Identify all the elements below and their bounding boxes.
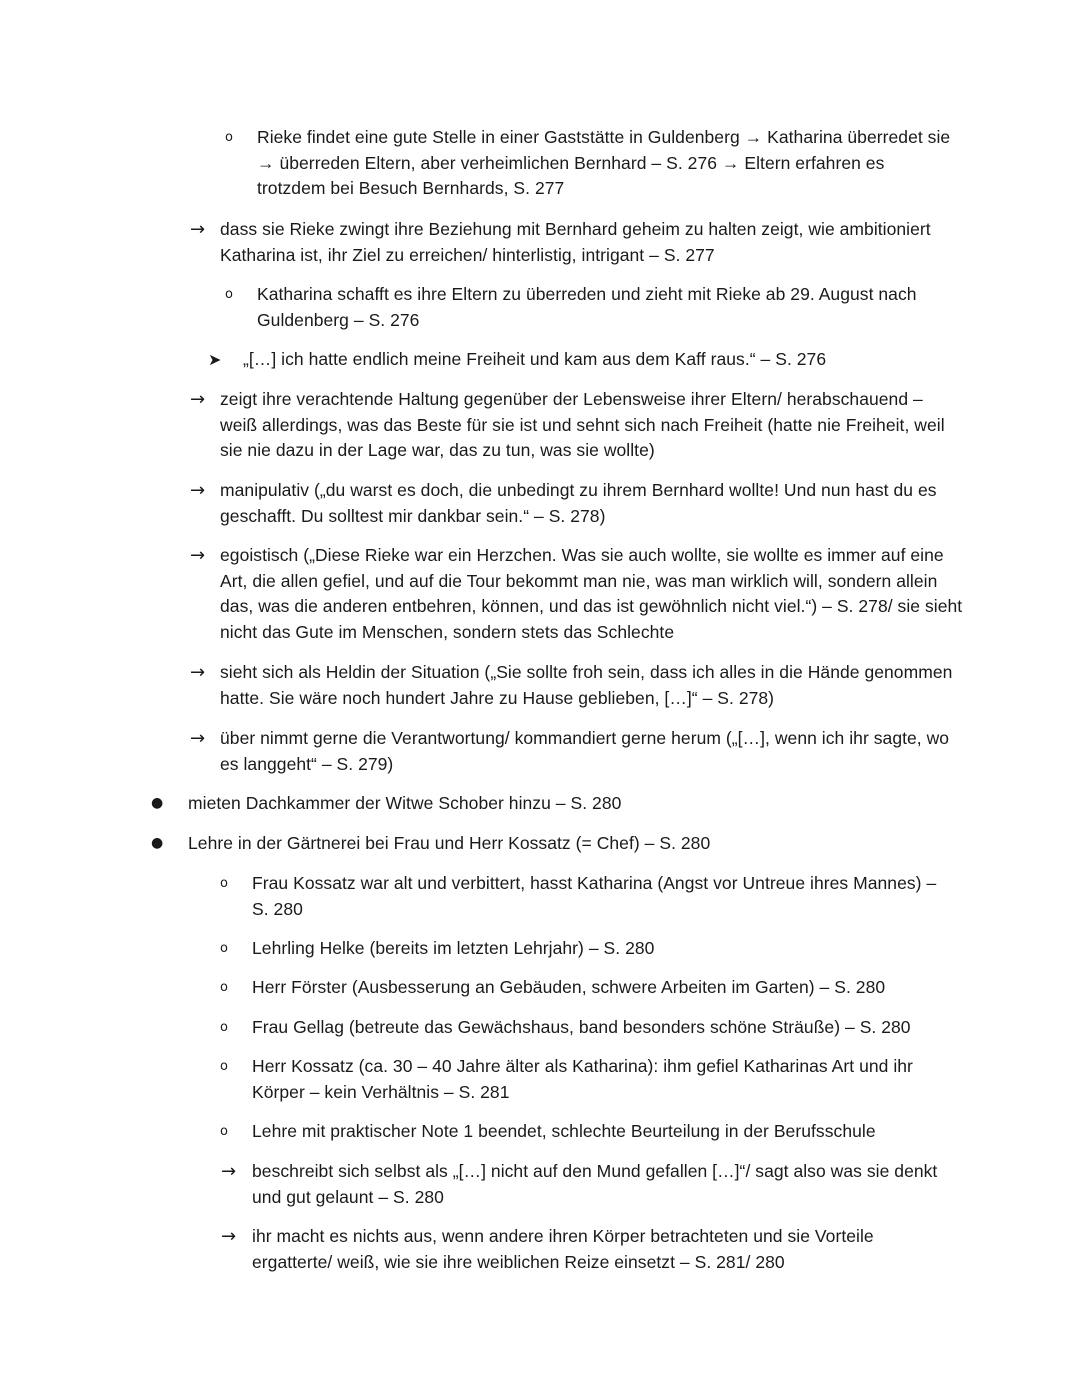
list-item-text: Frau Kossatz war alt und verbittert, hasst Katharina (Angst vor Untreue ihres Mannes) – S. 280 — [252, 873, 937, 919]
list-item-text: Lehre mit praktischer Note 1 beendet, schlechte Beurteilung in der Berufsschule — [252, 1121, 876, 1141]
list-item-text: dass sie Rieke zwingt ihre Beziehung mit Bernhard geheim zu halten zeigt, wie ambitioniert Katharina ist, ihr Ziel zu erreichen/ hinterlistig, intrigant – S. 277 — [220, 219, 931, 265]
list-item-text: „[…] ich hatte endlich meine Freiheit und kam aus dem Kaff raus.“ – S. 276 — [243, 349, 827, 369]
list-item-text: zeigt ihre verachtende Haltung gegenüber der Lebensweise ihrer Eltern/ herabschauend – weiß allerdings, was das Beste für sie ist und sehnt sich nach Freiheit (hatte nie Freiheit, weil sie nie dazu in der Lage war, das zu tun, was sie wollte) — [220, 389, 945, 460]
list-item-text: über nimmt gerne die Verantwortung/ kommandiert gerne herum („[…], wenn ich ihr sagte, wo es langgeht“ – S. 279) — [220, 728, 950, 774]
list-item-text: Frau Gellag (betreute das Gewächshaus, band besonders schöne Sträuße) – S. 280 — [252, 1017, 911, 1037]
circle-bullet-icon: o — [220, 1124, 229, 1139]
bullet-dot-icon: ● — [151, 795, 164, 811]
circle-bullet-icon: o — [220, 1020, 229, 1035]
bullet-dot-icon: ● — [151, 835, 164, 851]
list-item-text: mieten Dachkammer der Witwe Schober hinzu – S. 280 — [188, 793, 622, 813]
list-item-text: manipulativ („du warst es doch, die unbedingt zu ihrem Bernhard wollte! Und nun hast du es geschafft. Du solltest mir dankbar sein.“ – S. 278) — [220, 480, 937, 526]
list-item-text: egoistisch („Diese Rieke war ein Herzchen. Was sie auch wollte, sie wollte es immer auf eine Art, die allen gefiel, und auf die Tour bekommt man nie, was man wirklich will, sondern allein das, was die anderen entbehren, können, und das ist gewöhnlich nicht viel.“) – S. 278/ sie sieht nicht das Gute im Menschen, sondern stets das Schlechte — [220, 545, 963, 642]
circle-bullet-icon: o — [225, 287, 234, 302]
arrow-right-icon: → — [190, 545, 206, 566]
circle-bullet-icon: o — [220, 1059, 229, 1074]
arrow-right-icon: → — [190, 389, 206, 410]
arrow-right-icon: → — [190, 219, 206, 240]
arrow-right-icon: → — [221, 1161, 237, 1182]
list-item-text: ihr macht es nichts aus, wenn andere ihren Körper betrachteten und sie Vorteile ergatterte/ weiß, wie sie ihre weiblichen Reize einsetzt – S. 281/ 280 — [252, 1226, 874, 1272]
circle-bullet-icon: o — [225, 130, 234, 145]
list-item-text: sieht sich als Heldin der Situation („Sie sollte froh sein, dass ich alles in die Hände genommen hatte. Sie wäre noch hundert Jahre zu Hause geblieben, […]“ – S. 278) — [220, 662, 953, 708]
list-item-text: Lehrling Helke (bereits im letzten Lehrjahr) – S. 280 — [252, 938, 655, 958]
circle-bullet-icon: o — [220, 980, 229, 995]
list-item-text: Lehre in der Gärtnerei bei Frau und Herr Kossatz (= Chef) – S. 280 — [188, 833, 711, 853]
arrow-right-icon: → — [190, 662, 206, 683]
list-item-text: Herr Förster (Ausbesserung an Gebäuden, schwere Arbeiten im Garten) – S. 280 — [252, 977, 886, 997]
arrow-right-icon: → — [221, 1226, 237, 1247]
list-item-text: beschreibt sich selbst als „[…] nicht auf den Mund gefallen […]“/ sagt also was sie denkt und gut gelaunt – S. 280 — [252, 1161, 938, 1207]
circle-bullet-icon: o — [220, 941, 229, 956]
list-item-text: Herr Kossatz (ca. 30 – 40 Jahre älter als Katharina): ihm gefiel Katharinas Art und ihr Körper – kein Verhältnis – S. 281 — [252, 1056, 913, 1102]
list-item-text: Rieke findet eine gute Stelle in einer Gaststätte in Guldenberg → Katharina überredet sie → überreden Eltern, aber verheimlichen Bernhard – S. 276 → Eltern erfahren es trotzdem bei Besuch Bernhards, S. 277 — [257, 127, 951, 198]
arrow-right-icon: → — [190, 480, 206, 501]
triangle-bullet-icon: ➤ — [208, 350, 222, 369]
arrow-right-icon: → — [190, 728, 206, 749]
list-item-text: Katharina schafft es ihre Eltern zu überreden und zieht mit Rieke ab 29. August nach Guldenberg – S. 276 — [257, 284, 917, 330]
circle-bullet-icon: o — [220, 876, 229, 891]
